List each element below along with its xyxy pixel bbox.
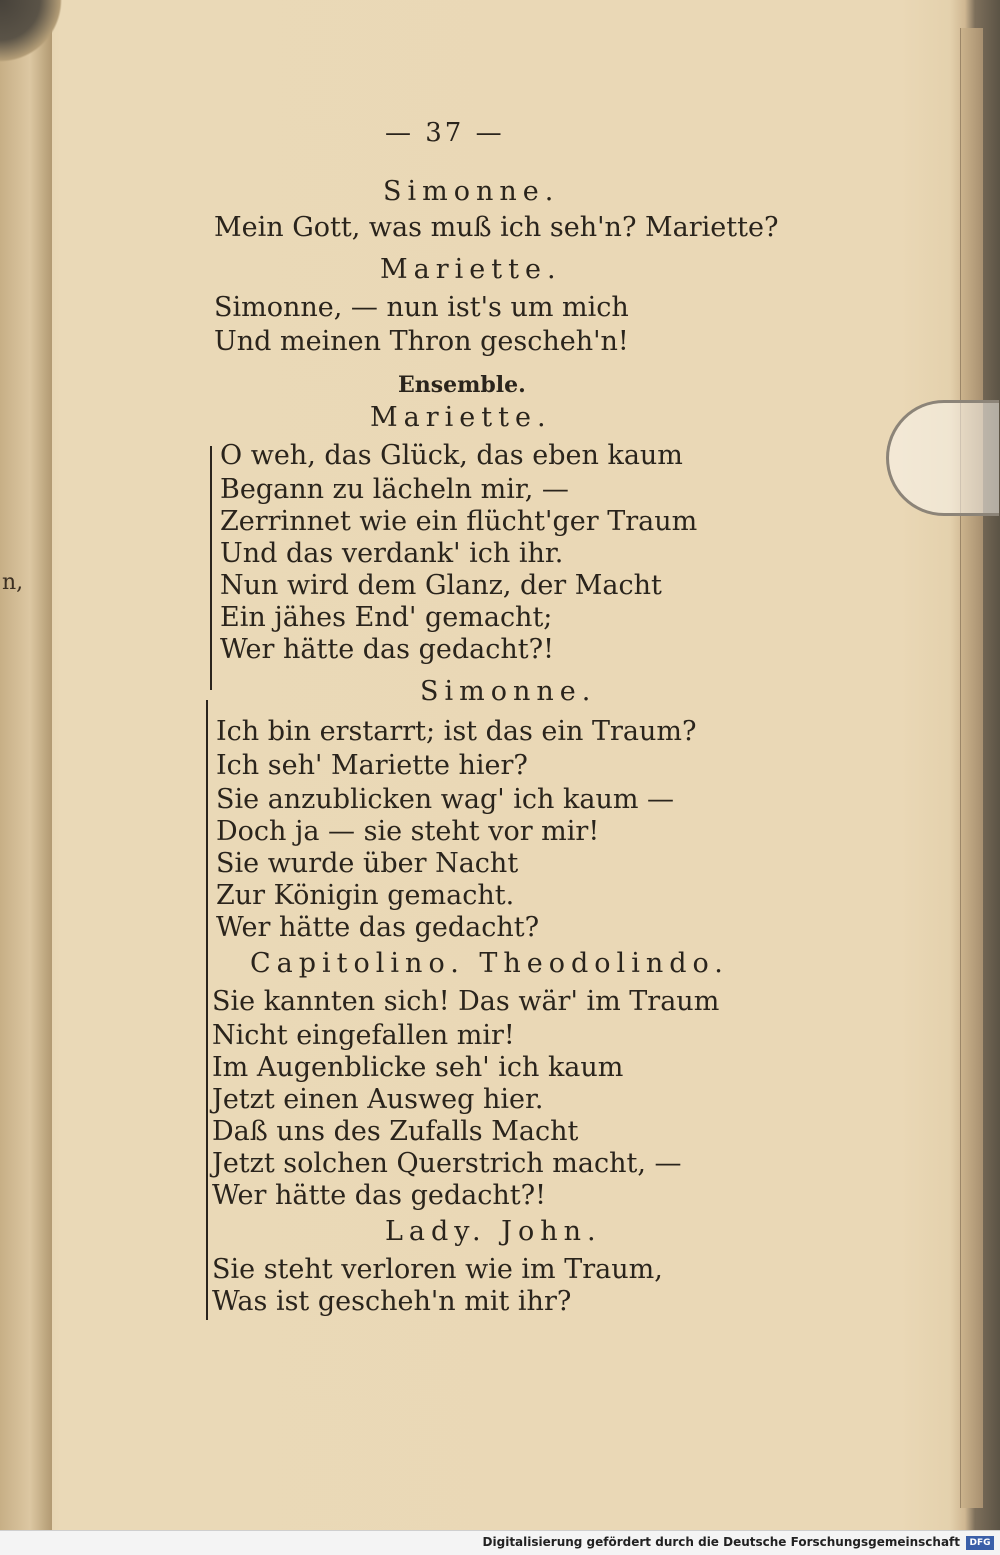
verse-line: Mein Gott, was muß ich seh'n? Mariette?: [214, 212, 779, 243]
verse-line: Doch ja — sie steht vor mir!: [216, 816, 600, 847]
page-curl: [0, 0, 80, 80]
section-heading: Ensemble.: [398, 372, 526, 398]
verse-line: Begann zu lächeln mir, —: [220, 474, 569, 505]
verse-line: Wer hätte das gedacht?: [216, 912, 540, 943]
left-page-edge: [0, 0, 52, 1530]
verse-line: Was ist gescheh'n mit ihr?: [212, 1286, 572, 1317]
verse-line: Jetzt einen Ausweg hier.: [212, 1084, 544, 1115]
speaker-name: Mariette.: [370, 402, 552, 433]
verse-line: Zur Königin gemacht.: [216, 880, 515, 911]
verse-line: Sie steht verloren wie im Traum,: [212, 1254, 663, 1285]
paper-clip: [886, 400, 999, 516]
speaker-name: Simonne.: [383, 176, 560, 207]
verse-line: Ich bin erstarrt; ist das ein Traum?: [216, 716, 697, 747]
verse-line: Nicht eingefallen mir!: [212, 1020, 515, 1051]
verse-line: Im Augenblicke seh' ich kaum: [212, 1052, 624, 1083]
right-page-edge: [960, 28, 983, 1508]
verse-line: Ich seh' Mariette hier?: [216, 750, 528, 781]
verse-line: Simonne, — nun ist's um mich: [214, 292, 629, 323]
speaker-name: Mariette.: [380, 254, 562, 285]
speaker-name: Lady. John.: [385, 1216, 602, 1247]
verse-line: Zerrinnet wie ein flücht'ger Traum: [220, 506, 698, 537]
footer-credit: Digitalisierung gefördert durch die Deutsche Forschungsgemeinschaft: [482, 1535, 960, 1549]
stray-left-text: n,: [2, 570, 24, 595]
verse-line: Wer hätte das gedacht?!: [220, 634, 554, 665]
footer-bar: [0, 1530, 1000, 1555]
verse-line: Und das verdank' ich ihr.: [220, 538, 564, 569]
verse-line: O weh, das Glück, das eben kaum: [220, 440, 683, 471]
speaker-name: Simonne.: [420, 676, 597, 707]
verse-line: Daß uns des Zufalls Macht: [212, 1116, 579, 1147]
verse-line: Und meinen Thron gescheh'n!: [214, 326, 629, 357]
bracket-line: [210, 446, 212, 690]
dfg-logo: DFG: [966, 1536, 994, 1550]
bracket-line: [206, 700, 208, 1320]
page-number: — 37 —: [385, 118, 505, 148]
verse-line: Sie anzublicken wag' ich kaum —: [216, 784, 675, 815]
verse-line: Ein jähes End' gemacht;: [220, 602, 553, 633]
verse-line: Sie kannten sich! Das wär' im Traum: [212, 986, 720, 1017]
verse-line: Jetzt solchen Querstrich macht, —: [212, 1148, 682, 1179]
verse-line: Sie wurde über Nacht: [216, 848, 519, 879]
verse-line: Nun wird dem Glanz, der Macht: [220, 570, 662, 601]
speaker-name: Capitolino. Theodolindo.: [250, 948, 729, 979]
verse-line: Wer hätte das gedacht?!: [212, 1180, 546, 1211]
